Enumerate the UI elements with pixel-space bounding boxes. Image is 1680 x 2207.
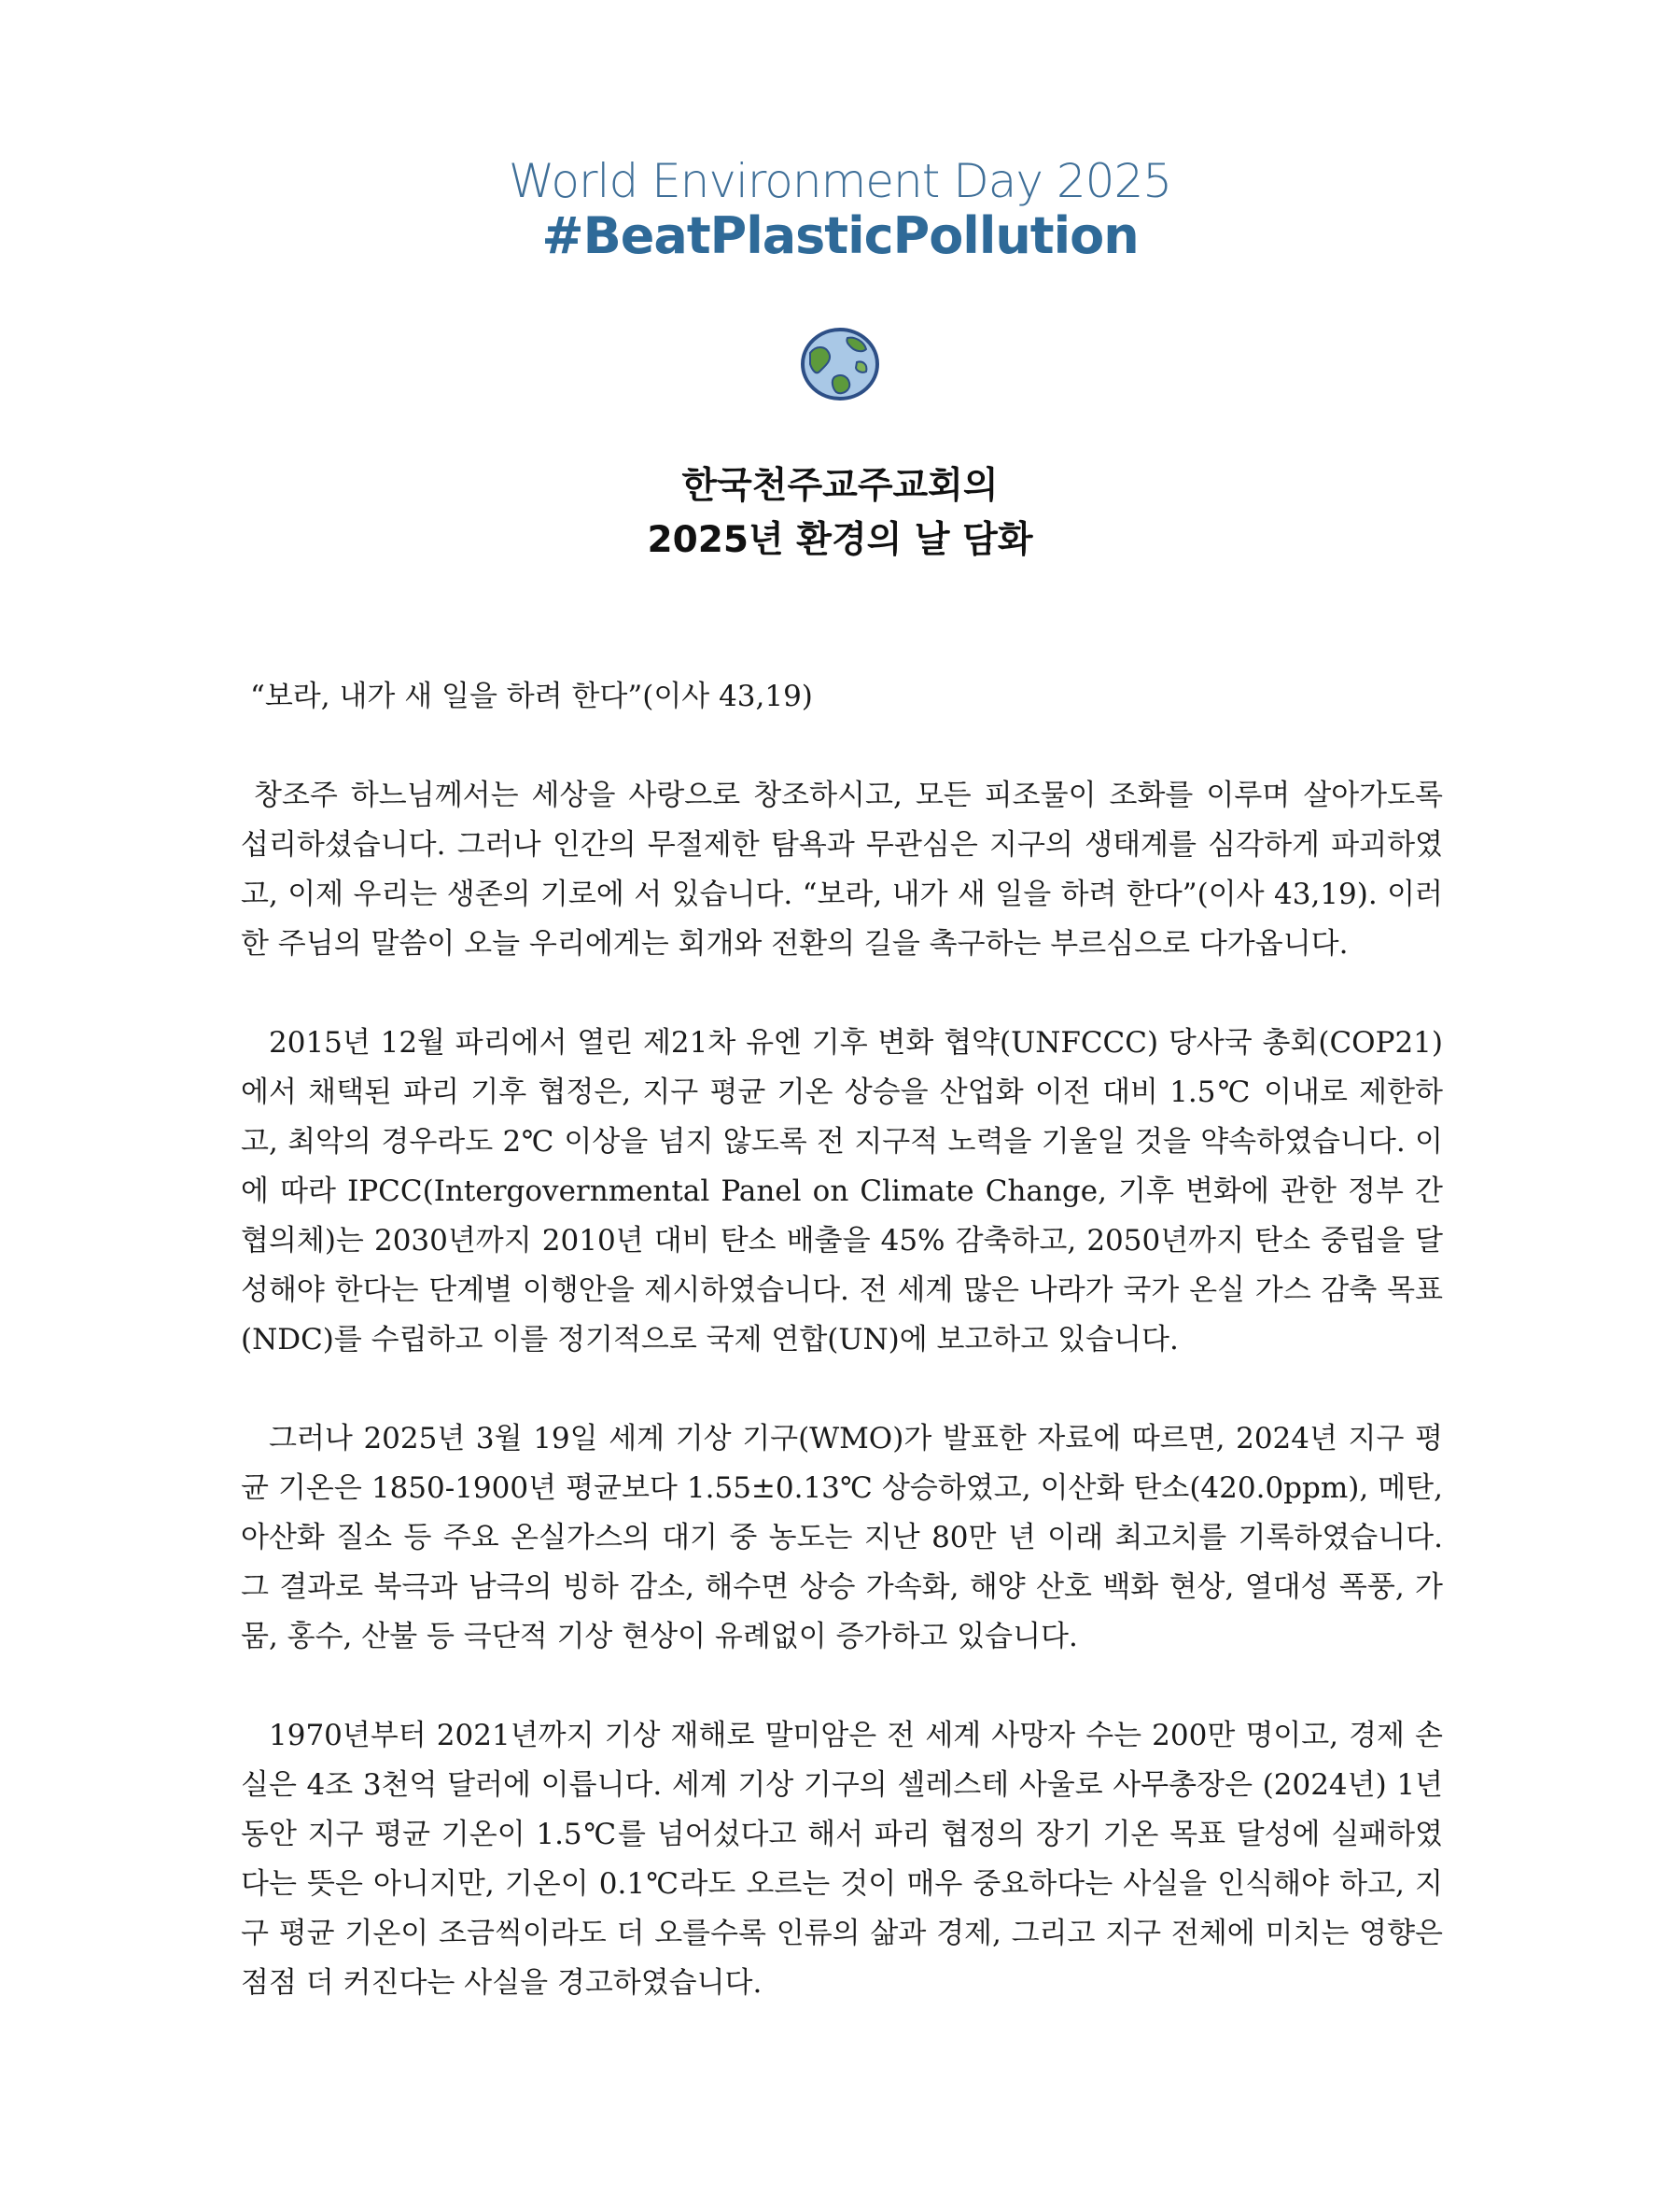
paragraph-3: 그러나 2025년 3월 19일 세계 기상 기구(WMO)가 발표한 자료에 따르면, 2024년 지구 평균 기온은 1850-1900년 평균보다 1.55±0.13℃ 상승하였고, 이산화 탄소(420.0ppm), 메탄, 아산화 질소 등 주요 온실가스의 대기 중 농도는 지난 80만 년 이래 최고치를 기록하였습니다. 그 결과로 북극과 남극의 빙하 감소, 해수면 상승 가속화, 해양 산호 백화 현상, 열대성 폭풍, 가뭄, 홍수, 산불 등 극단적 기상 현상이 유례없이 증가하고 있습니다. (241, 1422, 1443, 1653)
campaign-banner (0, 154, 1680, 264)
earth-globe-icon (797, 325, 883, 403)
paragraph-1: 창조주 하느님께서는 세상을 사랑으로 창조하시고, 모든 피조물이 조화를 이루며 살아가도록 섭리하셨습니다. 그러나 인간의 무절제한 탐욕과 무관심은 지구의 생태계를 심각하게 파괴하였고, 이제 우리는 생존의 기로에 서 있습니다. “보라, 내가 새 일을 하려 한다”(이사 43,19). 이러한 주님의 말씀이 오늘 우리에게는 회개와 전환의 길을 촉구하는 부르심으로 다가옵니다. (241, 779, 1443, 961)
banner-event-title: World Environment Day 2025 (508, 154, 1172, 208)
paragraph-2: 2015년 12월 파리에서 열린 제21차 유엔 기후 변화 협약(UNFCCC) 당사국 총회(COP21)에서 채택된 파리 기후 협정은, 지구 평균 기온 상승을 산업화 이전 대비 1.5℃ 이내로 제한하고, 최악의 경우라도 2℃ 이상을 넘지 않도록 전 지구적 노력을 기울일 것을 약속하였습니다. 이에 따라 IPCC(Intergovernmental Panel on Climate Change, 기후 변화에 관한 정부 간 협의체)는 2030년까지 2010년 대비 탄소 배출을 45% 감축하고, 2050년까지 탄소 중립을 달성해야 한다는 단계별 이행안을 제시하였습니다. 전 세계 많은 나라가 국가 온실 가스 감축 목표(NDC)를 수립하고 이를 정기적으로 국제 연합(UN)에 보고하고 있습니다. (241, 1026, 1443, 1357)
document-title (0, 459, 1680, 568)
title-subject: 2025년 환경의 날 담화 (647, 519, 1033, 561)
document-body (241, 672, 1443, 2058)
epigraph-quote: “보라, 내가 새 일을 하려 한다”(이사 43,19) (250, 680, 813, 713)
banner-hashtag: #BeatPlasticPollution (541, 206, 1139, 265)
paragraph-4: 1970년부터 2021년까지 기상 재해로 말미암은 전 세계 사망자 수는 200만 명이고, 경제 손실은 4조 3천억 달러에 이릅니다. 세계 기상 기구의 셀레스테 사울로 사무총장은 (2024년) 1년 동안 지구 평균 기온이 1.5℃를 넘어섰다고 해서 파리 협정의 장기 기온 목표 달성에 실패하였다는 뜻은 아니지만, 기온이 0.1℃라도 오르는 것이 매우 중요하다는 사실을 인식해야 하고, 지구 평균 기온이 조금씩이라도 더 오를수록 인류의 삶과 경제, 그리고 지구 전체에 미치는 영향은 점점 더 커진다는 사실을 경고하였습니다. (241, 1719, 1443, 2000)
title-organization: 한국천주교주교회의 (681, 465, 999, 507)
